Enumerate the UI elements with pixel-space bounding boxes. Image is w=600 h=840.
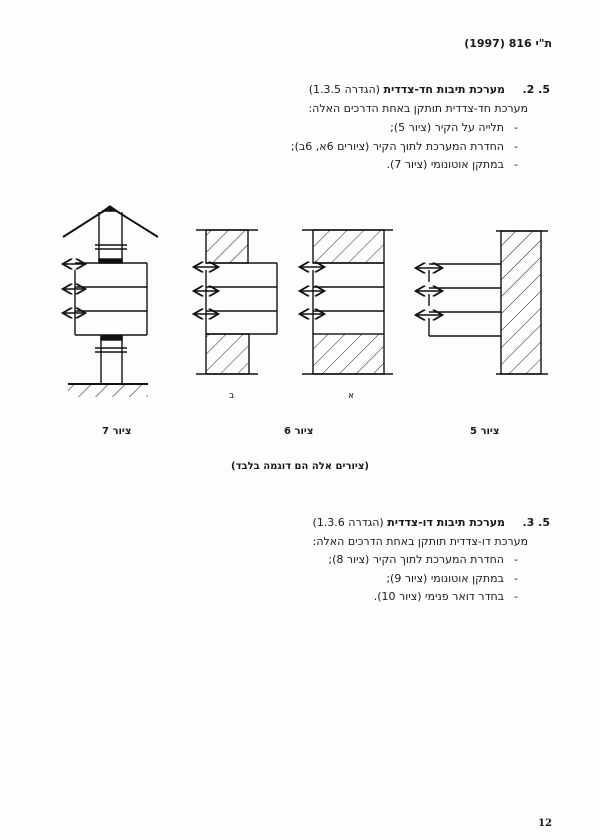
- section-number: 5. 2.: [522, 83, 550, 96]
- figure-6b-label: ב: [229, 391, 235, 401]
- section-5-2-intro: מערכת חד-צדדית תותקן באחת הדרכים האלה:: [308, 102, 528, 115]
- list-item-text: תלייה על הקיר (ציור 5);: [390, 121, 504, 134]
- list-item-text: במתקן אוטונומי (ציור 9);: [386, 572, 504, 585]
- section-number: 5. 3.: [522, 516, 550, 529]
- list-item: -החדרת המערכת לתוך הקיר (ציור 8);: [328, 553, 518, 566]
- section-title: מערכת תיבות חד-צדדית: [383, 83, 505, 96]
- section-5-3-intro: מערכת דו-צדדית תותקן באחת הדרכים האלה:: [312, 535, 528, 548]
- page-number: 12: [538, 818, 552, 829]
- standard-header: ת"י 816 (1997): [464, 37, 552, 50]
- section-5-3-heading: [313, 516, 550, 529]
- list-item: -במתקן אוטונומי (ציור 7).: [386, 158, 518, 171]
- figure-5-caption: ציור 5: [470, 426, 500, 437]
- figure-7-caption: ציור 7: [102, 426, 132, 437]
- list-item-text: במתקן אוטונומי (ציור 7).: [386, 158, 504, 171]
- list-item: -בחדר דואר פנימי (ציור 10).: [373, 590, 518, 603]
- figure-6-caption: ציור 6: [284, 426, 314, 437]
- list-item: -החדרת המערכת לתוך הקיר (ציורים 6א, 6ב);: [290, 140, 518, 153]
- section-title: מערכת תיבות דו-צדדית: [387, 516, 505, 529]
- figure-6b-drawing: [195, 230, 277, 374]
- section-reference: (הגדרה 1.3.6): [312, 516, 384, 529]
- list-item: -במתקן אוטונומי (ציור 9);: [386, 572, 518, 585]
- section-reference: (הגדרה 1.3.5): [308, 83, 380, 96]
- figure-6a-drawing: [301, 230, 393, 374]
- figures-note: (ציורים אלה הם דוגמה בלבד): [231, 461, 369, 472]
- figure-7-drawing: [63, 206, 158, 397]
- figure-6a-label: א: [348, 391, 355, 401]
- list-item-text: החדרת המערכת לתוך הקיר (ציור 8);: [328, 553, 504, 566]
- list-item-text: בחדר דואר פנימי (ציור 10).: [373, 590, 504, 603]
- figure-5-drawing: [417, 231, 548, 374]
- list-item-text: החדרת המערכת לתוך הקיר (ציורים 6א, 6ב);: [290, 140, 504, 153]
- list-item: -תלייה על הקיר (ציור 5);: [390, 121, 518, 134]
